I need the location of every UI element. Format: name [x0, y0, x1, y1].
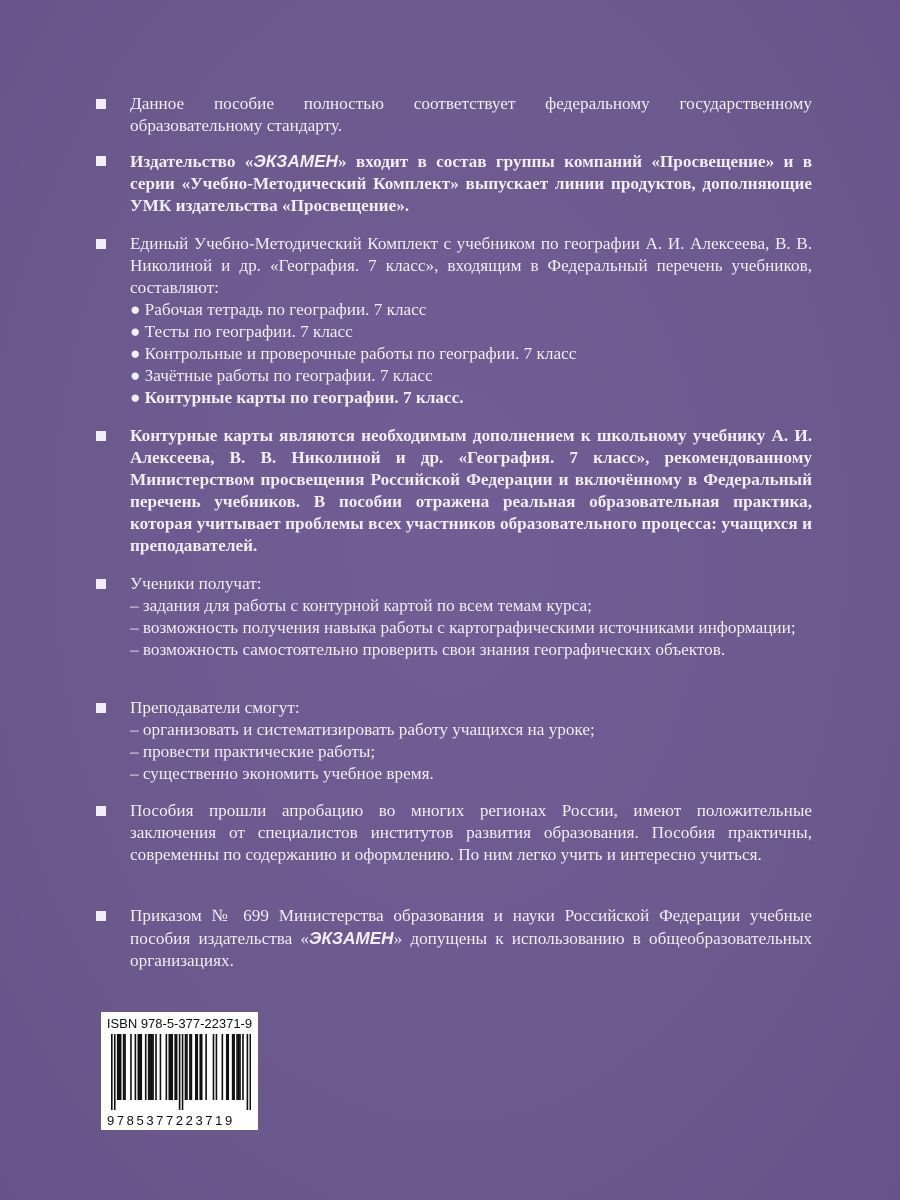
list-item: ● Контрольные и проверочные работы по географии. 7 класс: [130, 344, 577, 363]
list-intro: Преподаватели смогут:: [130, 698, 300, 717]
barcode-bar: [222, 1034, 224, 1100]
paragraph-contour-maps: [96, 425, 812, 557]
brand-name: ЭКЗАМЕН: [309, 928, 394, 948]
barcode-bar: [118, 1034, 120, 1100]
list-item: – провести практические работы;: [130, 742, 376, 761]
barcode-bar: [114, 1034, 116, 1110]
barcode-bar: [216, 1034, 218, 1100]
barcode-bar: [185, 1034, 187, 1100]
barcode-digits: 9785377223719: [107, 1113, 235, 1128]
isbn-label: ISBN 978-5-377-22371-9: [106, 1016, 253, 1031]
paragraph-approbation: [96, 800, 812, 866]
square-bullet-icon: [96, 239, 106, 249]
square-bullet-icon: [96, 703, 106, 713]
barcode-bar: [155, 1034, 157, 1100]
square-bullet-icon: [96, 579, 106, 589]
barcode-bar: [199, 1034, 201, 1100]
text-part: » допущены к использованию в общеобразовательных организациях.: [130, 929, 813, 970]
brand-name: ЭКЗАМЕН: [253, 151, 338, 171]
list-item: ● Тесты по географии. 7 класс: [130, 322, 353, 341]
barcode-bar: [236, 1034, 238, 1100]
list-item: – возможность самостоятельно проверить свои знания географических объектов.: [130, 640, 726, 659]
barcode-bar: [233, 1034, 235, 1100]
umk-intro: Единый Учебно-Методический Комплект с учебником по географии А. И. Алексеева, В. В. Николиной и др. «География. 7 класс», входящим в Федеральный перечень учебников, составляют:: [130, 234, 812, 297]
paragraph-teachers: [96, 697, 812, 785]
barcode-bar: [120, 1034, 122, 1100]
barcode-bar: [171, 1034, 173, 1100]
paragraph-fgos: [96, 93, 812, 137]
barcode-bar: [123, 1034, 125, 1100]
list-item: ● Зачётные работы по географии. 7 класс: [130, 366, 433, 385]
barcode-bar: [149, 1034, 151, 1100]
barcode-bar: [160, 1034, 162, 1100]
barcode-bar: [189, 1034, 191, 1100]
paragraph-text: Данное пособие полностью соответствует федеральному государственному образовательному стандарту.: [130, 94, 812, 135]
square-bullet-icon: [96, 806, 106, 816]
barcode-bar: [168, 1034, 170, 1100]
barcode-bar: [130, 1034, 132, 1100]
barcode-bar: [196, 1034, 198, 1100]
barcode-bar: [152, 1034, 154, 1100]
square-bullet-icon: [96, 431, 106, 441]
barcode-bar: [226, 1034, 228, 1100]
paragraph-students: [96, 573, 812, 661]
barcode-bar: [201, 1034, 203, 1100]
barcode-bar: [151, 1034, 153, 1100]
barcode-bar: [227, 1034, 229, 1100]
barcode-bar: [239, 1034, 241, 1100]
text-part: Приказом № 699 Министерства образования и науки Российской Федерации учебные пособия издательства «: [130, 906, 812, 948]
barcode-bar: [179, 1034, 181, 1110]
text-part: » входит в состав группы компаний «Просвещение» и в серии «Учебно-Методический Комплект» выпускает линии продуктов, дополняющие УМК издательства «Просвещение».: [130, 152, 812, 215]
barcode-bar: [135, 1034, 137, 1100]
square-bullet-icon: [96, 99, 106, 109]
barcode-bar: [138, 1034, 140, 1100]
list-item: – возможность получения навыка работы с картографическими источниками информации;: [130, 618, 796, 637]
isbn-barcode: [101, 1012, 258, 1130]
barcode-bar: [170, 1034, 172, 1100]
barcode-bar: [205, 1034, 207, 1100]
paragraph-umk: [96, 233, 812, 409]
barcode-bar: [174, 1034, 176, 1100]
barcode-bar: [186, 1034, 188, 1100]
paragraph-text: Пособия прошли апробацию во многих регионах России, имеют положительные заключения от специалистов институтов развития образования. Пособия практичны, современны по содержанию и оформлению. По ним легко учить и интересно учиться.: [130, 801, 812, 864]
barcode-bar: [238, 1034, 240, 1100]
barcode-bar: [166, 1034, 168, 1100]
text-part: Издательство «: [130, 152, 254, 171]
barcode-bar: [139, 1034, 141, 1100]
barcode-bar: [247, 1034, 249, 1110]
barcode-bar: [111, 1034, 113, 1110]
barcode-bar: [191, 1034, 193, 1100]
barcode-bar: [182, 1034, 184, 1110]
list-item: ● Рабочая тетрадь по географии. 7 класс: [130, 300, 427, 319]
barcode-bar: [213, 1034, 215, 1100]
barcode-bar: [250, 1034, 251, 1110]
list-item: – существенно экономить учебное время.: [130, 764, 434, 783]
square-bullet-icon: [96, 911, 106, 921]
paragraph-publisher: [96, 150, 812, 217]
barcode-bar: [195, 1034, 197, 1100]
paragraph-text: Контурные карты являются необходимым дополнением к школьному учебнику А. И. Алексеева, В. В. Николиной и др. «География. 7 класс», рекомендованному Министерством просвещения Российской Федерации и включённому в Федеральный перечень учебников. В пособии отражена реальная образовательная практика, которая учитывает проблемы всех участников образовательного процесса: учащихся и преподавателей.: [130, 426, 812, 555]
list-intro: Ученики получат:: [130, 574, 262, 593]
barcode-bar: [232, 1034, 234, 1100]
list-item: ● Контурные карты по географии. 7 класс.: [130, 388, 464, 407]
barcode-bar: [145, 1034, 147, 1100]
barcode-bar: [176, 1034, 178, 1100]
list-item: – организовать и систематизировать работу учащихся на уроке;: [130, 720, 595, 739]
barcode-bars: [111, 1034, 251, 1110]
barcode-bar: [242, 1034, 244, 1100]
barcode-bar: [148, 1034, 150, 1100]
list-item: – задания для работы с контурной картой по всем темам курса;: [130, 596, 592, 615]
square-bullet-icon: [96, 156, 106, 166]
barcode-bar: [140, 1034, 142, 1100]
barcode-bar: [124, 1034, 126, 1100]
barcode-bar: [117, 1034, 119, 1100]
paragraph-order: [96, 905, 812, 972]
